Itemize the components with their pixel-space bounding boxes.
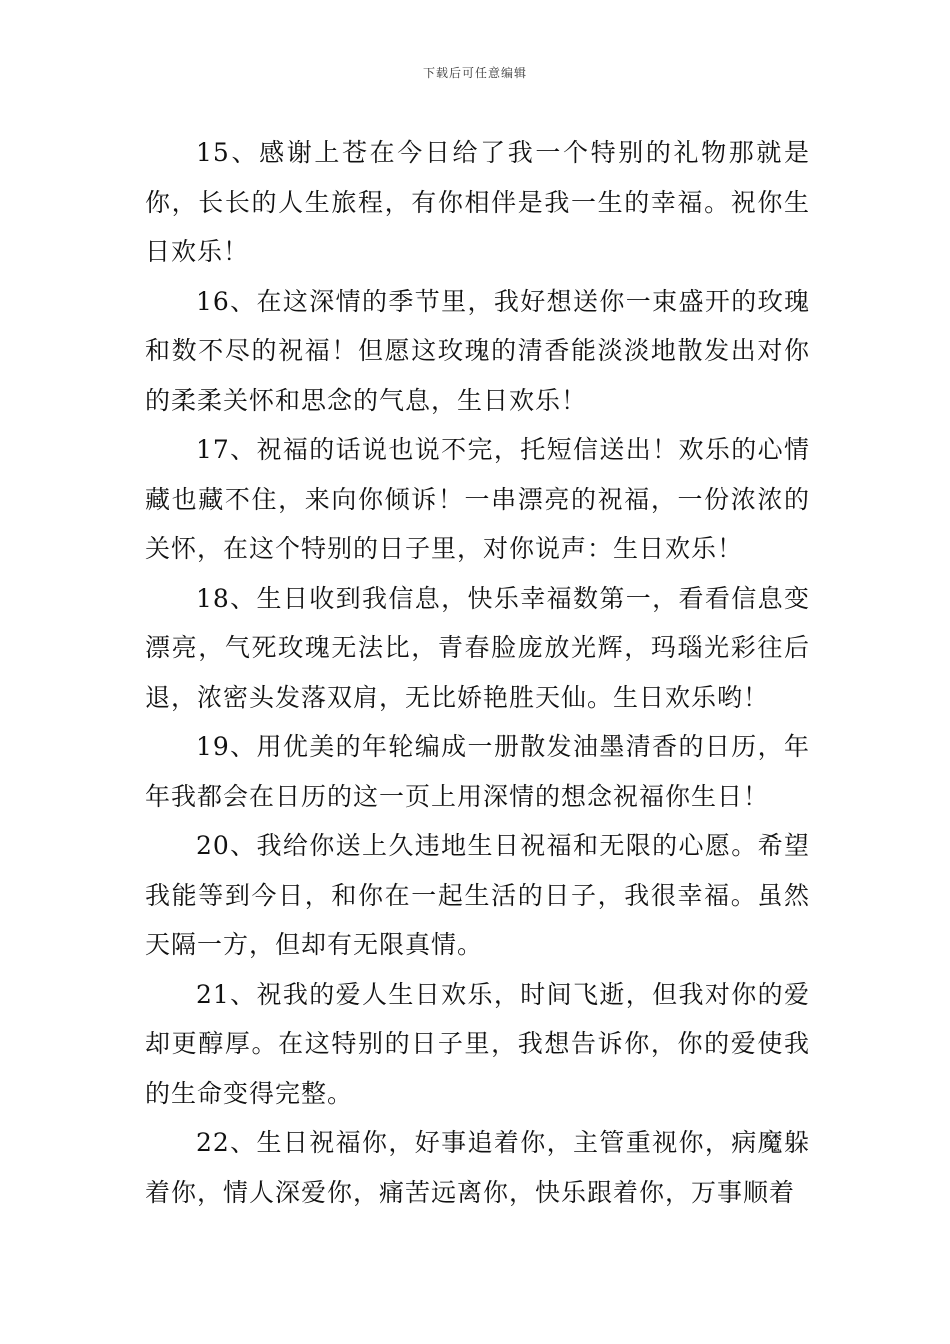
paragraph-20: 20、我给你送上久违地生日祝福和无限的心愿。希望我能等到今日，和你在一起生活的日子，我很幸福。虽然天隔一方，但却有无限真情。 (145, 831, 810, 959)
paragraph-21: 21、祝我的爱人生日欢乐，时间飞逝，但我对你的爱却更醇厚。在这特别的日子里，我想告诉你，你的爱使我的生命变得完整。 (145, 979, 810, 1108)
page-header-note: 下载后可任意编辑 (422, 66, 527, 80)
document-body (145, 128, 810, 1217)
paragraph-15: 15、感谢上苍在今日给了我一个特别的礼物那就是你，长长的人生旅程，有你相伴是我一生的幸福。祝你生日欢乐！ (145, 138, 810, 266)
paragraph-22: 22、生日祝福你，好事追着你，主管重视你，病魔躲着你，情人深爱你，痛苦远离你，快乐跟着你，万事顺着 (145, 1128, 810, 1207)
paragraph-19: 19、用优美的年轮编成一册散发油墨清香的日历，年年我都会在日历的这一页上用深情的想念祝福你生日！ (145, 732, 810, 811)
paragraph-17: 17、祝福的话说也说不完，托短信送出！欢乐的心情藏也藏不住，来向你倾诉！一串漂亮的祝福，一份浓浓的关怀，在这个特别的日子里，对你说声：生日欢乐！ (145, 435, 810, 563)
paragraph-18: 18、生日收到我信息，快乐幸福数第一，看看信息变漂亮，气死玫瑰无法比，青春脸庞放光辉，玛瑙光彩往后退，浓密头发落双肩，无比娇艳胜天仙。生日欢乐哟！ (145, 583, 810, 712)
paragraph-16: 16、在这深情的季节里，我好想送你一束盛开的玫瑰和数不尽的祝福！但愿这玫瑰的清香能淡淡地散发出对你的柔柔关怀和思念的气息，生日欢乐！ (145, 286, 810, 415)
